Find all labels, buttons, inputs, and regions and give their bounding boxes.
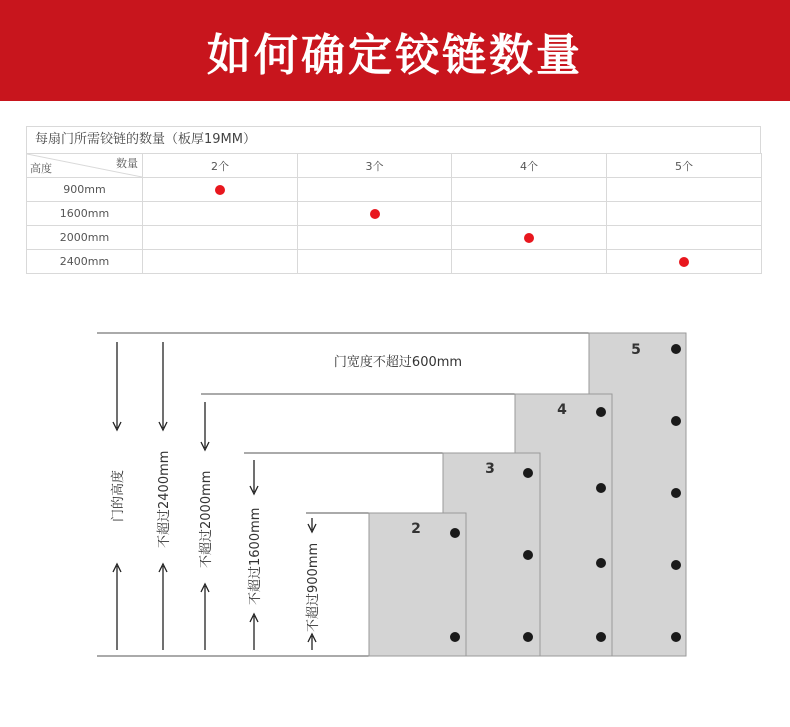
panel-label: 2 (411, 521, 421, 537)
limit-label: 不超过900mm (306, 542, 321, 632)
corner-quantity-label: 数量 (116, 157, 138, 170)
hinge-pin (596, 483, 606, 493)
column-header: 4个 (452, 154, 607, 178)
panel-label: 3 (485, 461, 495, 477)
hinge-pin (523, 632, 533, 642)
table-cell (452, 178, 607, 202)
door-height-dimension (110, 342, 126, 650)
table-cell (298, 226, 452, 250)
table-cell (452, 226, 607, 250)
table-cell (143, 178, 298, 202)
panel-label: 5 (631, 342, 641, 358)
table-cell (452, 250, 607, 274)
hinge-table (26, 153, 762, 274)
page-title: 如何确定铰链数量 (207, 29, 583, 81)
limit-1600-dimension (247, 460, 263, 650)
hinge-count-marker (524, 233, 534, 243)
table-row (27, 226, 762, 250)
limit-900-dimension (305, 518, 321, 650)
limit-2400-dimension (156, 342, 172, 650)
hinge-count-marker (215, 185, 225, 195)
limit-label: 不超过2400mm (157, 450, 172, 548)
row-height-label: 900mm (27, 178, 143, 202)
hinge-pin (450, 632, 460, 642)
table-cell (607, 250, 762, 274)
corner-cell (27, 154, 143, 178)
hinge-count-marker (370, 209, 380, 219)
limit-label: 不超过2000mm (199, 470, 214, 568)
hinge-pin (671, 416, 681, 426)
table-cell (607, 226, 762, 250)
row-height-label: 2000mm (27, 226, 143, 250)
table-row (27, 202, 762, 226)
hinge-pin (596, 558, 606, 568)
table-cell (452, 202, 607, 226)
table-cell (298, 202, 452, 226)
hinge-count-table (26, 126, 761, 274)
door-height-label: 门的高度 (111, 469, 126, 522)
row-height-label: 2400mm (27, 250, 143, 274)
corner-height-label: 高度 (30, 162, 52, 175)
title-banner (0, 0, 790, 101)
hinge-pin (523, 468, 533, 478)
limit-label: 不超过1600mm (248, 507, 263, 605)
table-row (27, 178, 762, 202)
column-header: 3个 (298, 154, 452, 178)
table-row (27, 250, 762, 274)
row-height-label: 1600mm (27, 202, 143, 226)
column-header: 5个 (607, 154, 762, 178)
column-header: 2个 (143, 154, 298, 178)
table-cell (143, 250, 298, 274)
hinge-pin (671, 632, 681, 642)
hinge-pin (523, 550, 533, 560)
table-cell (607, 202, 762, 226)
table-cell (298, 250, 452, 274)
limit-2000-dimension (198, 402, 214, 650)
hinge-pin (450, 528, 460, 538)
door-width-label: 门宽度不超过600mm (333, 355, 463, 370)
hinge-pin (671, 344, 681, 354)
panel-label: 4 (557, 402, 567, 418)
table-caption: 每扇门所需铰链的数量（板厚19MM） (26, 126, 761, 153)
hinge-pin (596, 407, 606, 417)
hinge-pin (596, 632, 606, 642)
table-cell (607, 178, 762, 202)
table-cell (143, 226, 298, 250)
hinge-count-marker (679, 257, 689, 267)
table-header-row (27, 154, 762, 178)
hinge-pin (671, 560, 681, 570)
table-cell (143, 202, 298, 226)
table-cell (298, 178, 452, 202)
hinge-pin (671, 488, 681, 498)
hinge-diagram (0, 320, 790, 700)
